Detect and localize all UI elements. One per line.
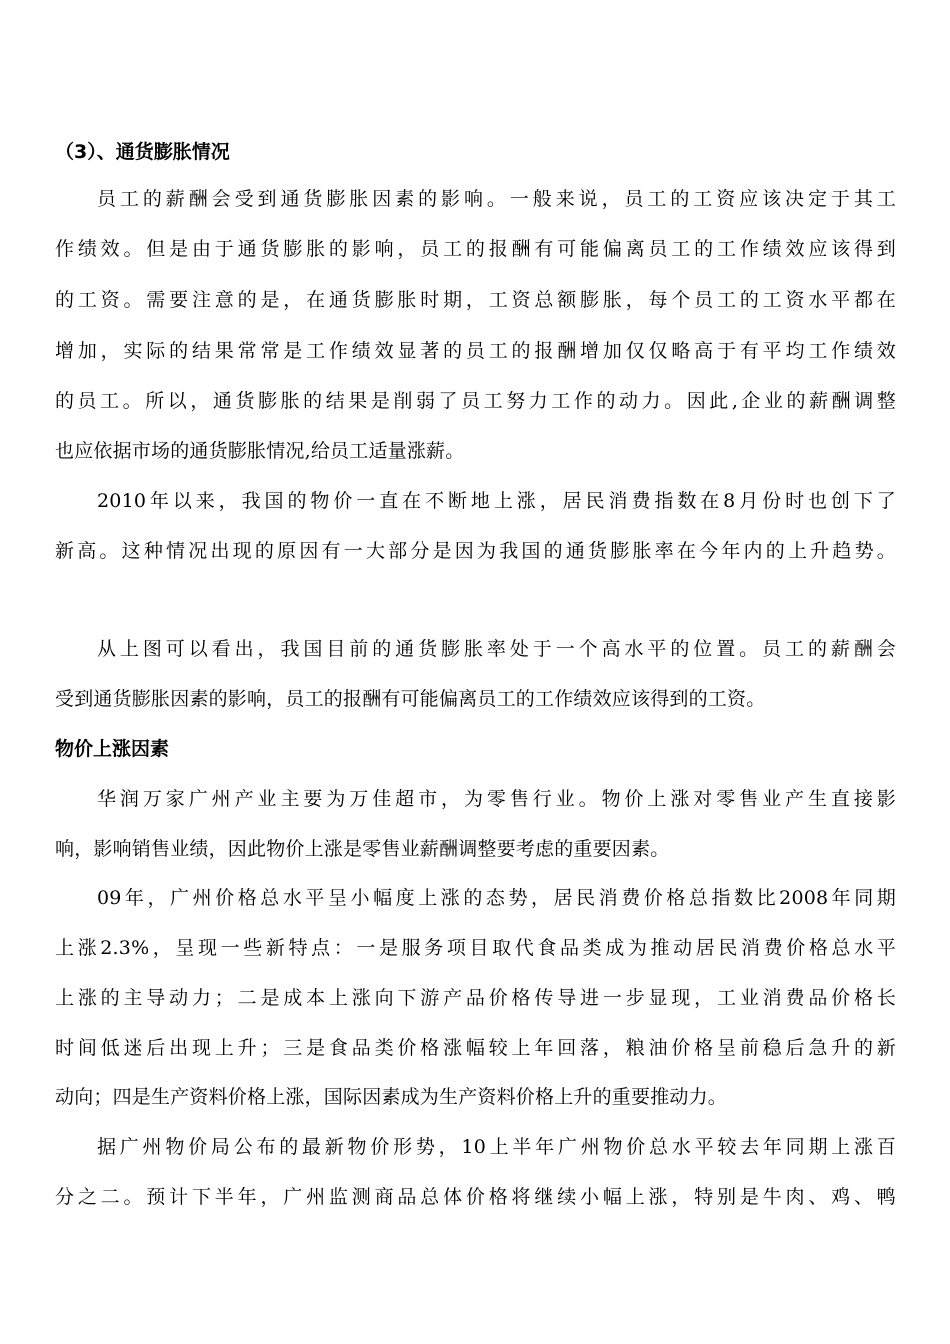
paragraph-line: 09年，广州价格总水平呈小幅度上涨的态势，居民消费价格总指数比2008年同期 [97,887,896,909]
paragraph-line: 的员工。所以，通货膨胀的结果是削弱了员工努力工作的动力。因此,企业的薪酬调整 [55,390,896,412]
paragraph-line: 时间低迷后出现上升；三是食品类价格涨幅较上年回落，粮油价格呈前稳后急升的新 [55,1037,896,1059]
paragraph-line: 据广州物价局公布的最新物价形势，10上半年广州物价总水平较去年同期上涨百 [97,1136,896,1158]
paragraph-line: 员工的薪酬会受到通货膨胀因素的影响。一般来说，员工的工资应该决定于其工 [97,188,896,210]
paragraph-line: 增加，实际的结果常常是工作绩效显著的员工的报酬增加仅仅略高于有平均工作绩效 [55,340,896,362]
paragraph-line: 从上图可以看出，我国目前的通货膨胀率处于一个高水平的位置。员工的薪酬会 [97,638,896,660]
paragraph-line: 上涨的主导动力；二是成本上涨向下游产品价格传导进一步显现，工业消费品价格长 [55,987,896,1009]
paragraph-line: 上涨2.3%，呈现一些新特点：一是服务项目取代食品类成为推动居民消费价格总水平 [55,937,896,959]
paragraph-line: 受到通货膨胀因素的影响，员工的报酬有可能偏离员工的工作绩效应该得到的工资。 [55,688,766,710]
section-heading-price: 物价上涨因素 [55,738,170,760]
paragraph-line: 华润万家广州产业主要为万佳超市，为零售行业。物价上涨对零售业产生直接影 [97,788,896,810]
paragraph-line: 作绩效。但是由于通货膨胀的影响，员工的报酬有可能偏离员工的工作绩效应该得到 [55,238,896,260]
section-heading-inflation: （3）、通货膨胀情况 [55,141,230,163]
paragraph-line: 新高。这种情况出现的原因有一大部分是因为我国的通货膨胀率在今年内的上升趋势。 [55,540,896,562]
paragraph-line: 动向；四是生产资料价格上涨，国际因素成为生产资料价格上升的重要推动力。 [55,1086,728,1108]
paragraph-line: 分之二。预计下半年，广州监测商品总体价格将继续小幅上涨，特别是牛肉、鸡、鸭 [55,1186,896,1208]
paragraph-line: 响，影响销售业绩，因此物价上涨是零售业薪酬调整要考虑的重要因素。 [55,838,670,860]
paragraph-line: 2010年以来，我国的物价一直在不断地上涨，居民消费指数在8月份时也创下了 [97,490,896,512]
paragraph-line: 的工资。需要注意的是，在通货膨胀时期，工资总额膨胀，每个员工的工资水平都在 [55,289,896,311]
paragraph-line: 也应依据市场的通货膨胀情况,给员工适量涨薪。 [55,440,465,462]
